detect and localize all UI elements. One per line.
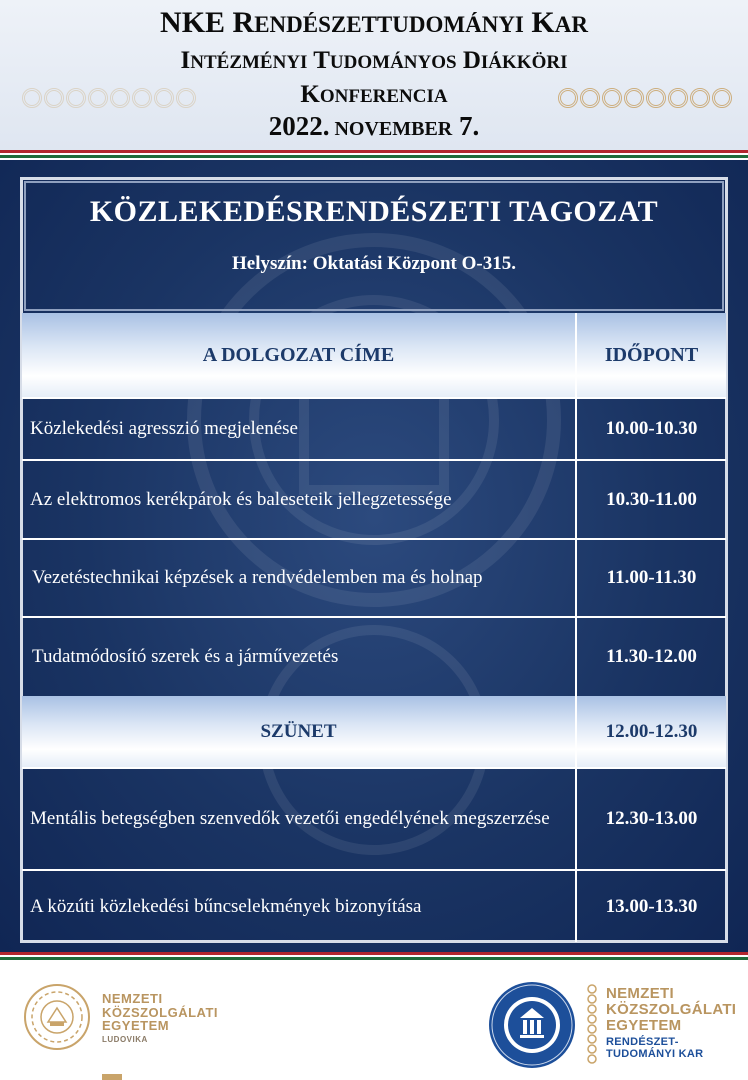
table-row (22, 869, 726, 942)
brand-line: EGYETEM (102, 1018, 170, 1034)
university-name-left (102, 992, 218, 1044)
section-title: KÖZLEKEDÉSRENDÉSZETI TAGOZAT (89, 195, 659, 228)
table-row (22, 767, 726, 869)
chain-icon (586, 984, 598, 1064)
footer (0, 962, 748, 1080)
table-row (22, 397, 726, 459)
brand-line: NEMZETI (102, 991, 163, 1006)
faculty-name-line: TUDOMÁNYI KAR (606, 1047, 704, 1060)
faculty-title-part: K (523, 6, 555, 39)
break-row (22, 696, 726, 767)
university-name-right (606, 986, 736, 1060)
brand-line: EGYETEM (606, 1016, 682, 1034)
program-panel (0, 160, 748, 952)
faculty-name (606, 1037, 736, 1060)
subtitle-part: I (180, 47, 191, 74)
paper-title: Vezetéstechnikai képzések a rendvédelemben ma és holnap (22, 540, 577, 616)
paper-time: 11.30-12.00 (606, 646, 697, 667)
break-time: 12.00-12.30 (605, 720, 698, 742)
gold-accent-bar (102, 1074, 122, 1080)
paper-time: 11.00-11.30 (606, 567, 697, 588)
brand-subline: LUDOVIKA (102, 1034, 148, 1044)
paper-time: 10.00-10.30 (605, 418, 698, 439)
subtitle-part: D (456, 47, 481, 74)
paper-time: 10.30-11.00 (606, 488, 697, 510)
conference-label-part: K (300, 81, 320, 108)
flag-stripes-top (0, 150, 748, 158)
section-location: Helyszín: Oktatási Központ O-315. (232, 253, 516, 274)
paper-time: 13.00-13.30 (605, 895, 698, 917)
column-header-title: A DOLGOZAT CÍME (22, 313, 577, 397)
subtitle-part: UDOMÁNYOS (329, 52, 457, 73)
brand-line: KÖZSZOLGÁLATI (606, 1000, 737, 1018)
section-title-box (24, 181, 724, 311)
faculty-title-part: NKE R (160, 6, 255, 39)
table-row (22, 459, 726, 538)
faculty-name-line: RENDÉSZET- (606, 1036, 679, 1049)
brand-line: NEMZETI (606, 985, 674, 1002)
subtitle-part: T (307, 47, 330, 74)
break-label: SZÜNET (22, 696, 577, 767)
faculty-title (0, 8, 748, 38)
ornament-left-icon (22, 88, 196, 112)
paper-title: Az elektromos kerékpárok és baleseteik jellegzetessége (22, 461, 577, 538)
conference-subtitle (0, 48, 748, 73)
date-part: NOVEMBER (329, 118, 453, 140)
conference-date (0, 113, 748, 140)
brand-line: KÖZSZOLGÁLATI (102, 1004, 219, 1020)
paper-title: Tudatmódosító szerek és a járművezetés (22, 618, 577, 696)
subtitle-part: NTÉZMÉNYI (190, 52, 308, 73)
table-row (22, 616, 726, 696)
subtitle-part: IÁKKÖRI (480, 52, 568, 73)
date-part: 7. (452, 111, 480, 141)
paper-title: A közúti közlekedési bűncselekmények bizonyítása (22, 871, 577, 942)
table-row (22, 538, 726, 616)
faculty-seal-icon (487, 980, 577, 1070)
conference-label-part: ONFERENCIA (319, 86, 448, 107)
paper-time: 12.30-13.00 (605, 808, 698, 829)
faculty-title-part: AR (554, 12, 588, 37)
ornament-right-icon (558, 88, 732, 112)
paper-title: Közlekedési agresszió megjelenése (22, 399, 577, 459)
column-header-time: IDŐPONT (604, 343, 699, 366)
table-header-row (22, 313, 726, 397)
date-part: 2022. (268, 111, 330, 141)
paper-title: Mentális betegségben szenvedők vezetői engedélyének megszerzése (22, 769, 577, 869)
header (0, 0, 748, 150)
university-crest-icon (22, 982, 92, 1052)
faculty-title-part: ENDÉSZETTUDOMÁNYI (254, 12, 524, 37)
flag-stripes-bottom (0, 952, 748, 960)
